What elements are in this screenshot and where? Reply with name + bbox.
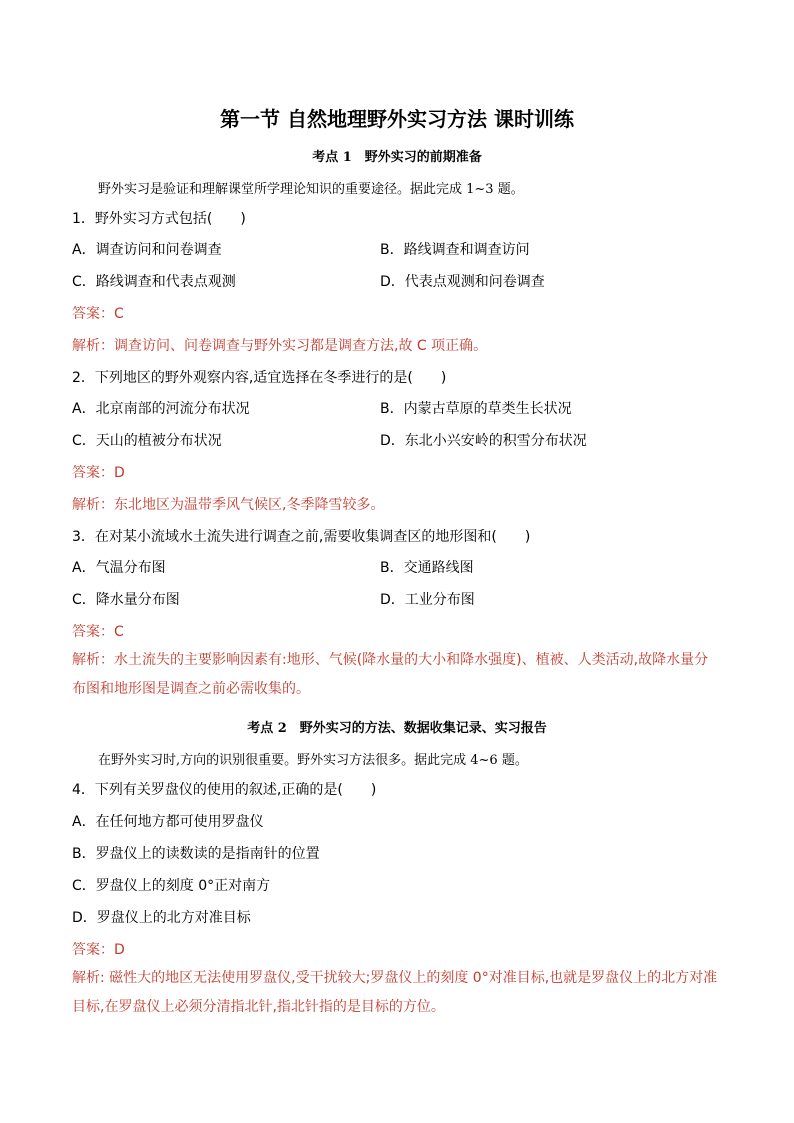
question-4-option-a: A．在任何地方都可使用罗盘仪 [72, 814, 264, 830]
question-2-option-b: B．内蒙古草原的草类生长状况 [380, 401, 572, 417]
question-2-stem: 2．下列地区的野外观察内容,适宜选择在冬季进行的是( ) [72, 370, 447, 386]
section-intro-1: 野外实习是验证和理解课堂所学理论知识的重要途径。据此完成 1~3 题。 [98, 182, 524, 197]
question-3-analysis: 解析：水土流失的主要影响因素有:地形、气候(降水量的大小和降水强度)、植被、人类活动,故降水量分布图和地形图是调查之前必需收集的。 [72, 652, 709, 697]
question-1-option-c: C．路线调查和代表点观测 [72, 274, 236, 290]
section-heading-1: 考点 1 野外实习的前期准备 [312, 150, 482, 165]
question-4-analysis: 解析: 磁性大的地区无法使用罗盘仪,受干扰较大;罗盘仪上的刻度 0°对准目标,也就是罗盘仪上的北方对准目标,在罗盘仪上必须分清指北针,指北针指的是目标的方位。 [72, 970, 718, 1015]
question-1-option-b: B．路线调查和调查访问 [380, 242, 530, 258]
page-title: 第一节 自然地理野外实习方法 课时训练 [220, 107, 574, 131]
question-1-analysis: 解析：调查访问、问卷调查与野外实习都是调查方法,故 C 项正确。 [72, 338, 488, 354]
question-3-option-a: A．气温分布图 [72, 560, 166, 576]
question-3-stem: 3．在对某小流域水土流失进行调查之前,需要收集调查区的地形图和( ) [72, 529, 531, 545]
question-1-answer: 答案：C [72, 306, 124, 322]
question-1-option-d: D．代表点观测和问卷调查 [380, 274, 545, 290]
question-4-option-d: D．罗盘仪上的北方对准目标 [72, 910, 251, 926]
section-heading-2: 考点 2 野外实习的方法、数据收集记录、实习报告 [247, 721, 547, 736]
question-1-stem: 1．野外实习方式包括( ) [72, 211, 246, 227]
question-1-option-a: A．调查访问和问卷调查 [72, 242, 222, 258]
question-4-answer: 答案：D [72, 942, 125, 958]
question-3-answer: 答案：C [72, 624, 124, 640]
question-4-option-c: C．罗盘仪上的刻度 0°正对南方 [72, 878, 271, 894]
question-2-analysis: 解析：东北地区为温带季风气候区,冬季降雪较多。 [72, 497, 385, 513]
question-4-stem: 4．下列有关罗盘仪的使用的叙述,正确的是( ) [72, 782, 377, 798]
question-2-option-c: C．天山的植被分布状况 [72, 433, 222, 449]
question-3-option-d: D．工业分布图 [380, 592, 475, 608]
question-3-option-b: B．交通路线图 [380, 560, 474, 576]
question-3-option-c: C．降水量分布图 [72, 592, 180, 608]
question-2-option-d: D．东北小兴安岭的积雪分布状况 [380, 433, 587, 449]
question-2-option-a: A．北京南部的河流分布状况 [72, 401, 250, 417]
section-intro-2: 在野外实习时,方向的识别很重要。野外实习方法很多。据此完成 4~6 题。 [98, 753, 528, 768]
question-4-option-b: B．罗盘仪上的读数读的是指南针的位置 [72, 846, 320, 862]
question-2-answer: 答案：D [72, 465, 125, 481]
